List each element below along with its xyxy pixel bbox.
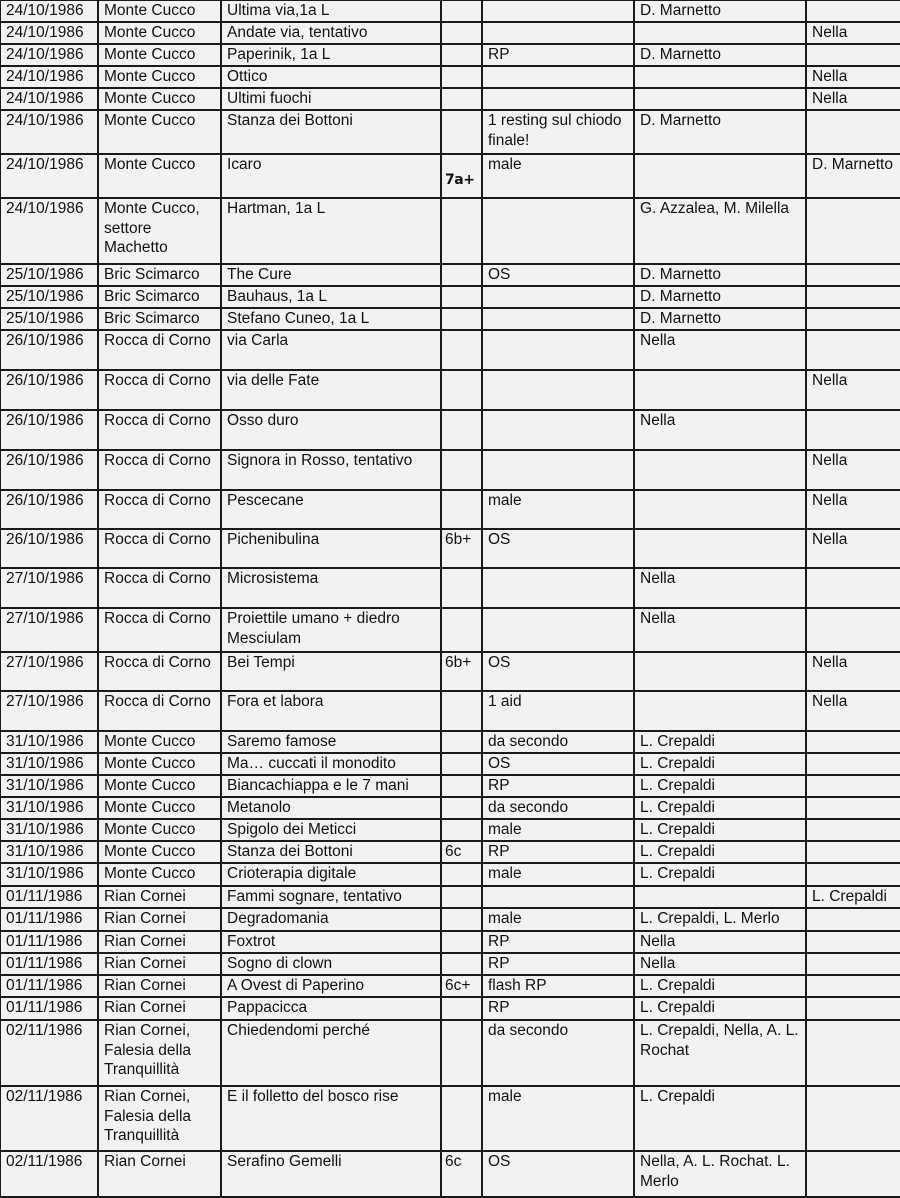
first-ascent-cell: D. Marnetto <box>634 286 806 308</box>
first-ascent-cell: L. Crepaldi <box>634 797 806 819</box>
route-cell: Sogno di clown <box>221 953 441 975</box>
crag-cell: Rocca di Corno <box>98 450 221 490</box>
crag-cell: Rocca di Corno <box>98 568 221 608</box>
repeat-cell <box>806 753 900 775</box>
table-row <box>0 490 900 529</box>
style-cell: RP <box>482 841 634 863</box>
grade-cell <box>441 44 482 66</box>
repeat-cell <box>806 264 900 286</box>
table-row <box>0 66 900 88</box>
first-ascent-cell: L. Crepaldi, L. Merlo <box>634 908 806 931</box>
grade-cell <box>441 410 482 450</box>
date-cell: 27/10/1986 <box>0 652 98 691</box>
grade-cell: 6b+ <box>441 652 482 691</box>
crag-cell: Rocca di Corno <box>98 529 221 568</box>
crag-cell: Rocca di Corno <box>98 410 221 450</box>
repeat-cell <box>806 44 900 66</box>
grade-cell <box>441 286 482 308</box>
route-cell: via Carla <box>221 330 441 370</box>
crag-cell: Rian Cornei <box>98 953 221 975</box>
date-cell: 27/10/1986 <box>0 608 98 652</box>
style-cell: OS <box>482 652 634 691</box>
style-cell <box>482 886 634 908</box>
style-cell: OS <box>482 529 634 568</box>
style-cell <box>482 88 634 110</box>
date-cell: 31/10/1986 <box>0 731 98 753</box>
first-ascent-cell: L. Crepaldi <box>634 975 806 997</box>
route-cell: Proiettile umano + diedro Mesciulam <box>221 608 441 652</box>
date-cell: 02/11/1986 <box>0 1151 98 1197</box>
grade-cell: 6c+ <box>441 975 482 997</box>
repeat-cell <box>806 931 900 953</box>
date-cell: 27/10/1986 <box>0 568 98 608</box>
date-cell: 26/10/1986 <box>0 529 98 568</box>
crag-cell: Monte Cucco <box>98 0 221 22</box>
first-ascent-cell <box>634 370 806 410</box>
route-cell: The Cure <box>221 264 441 286</box>
grade-cell <box>441 608 482 652</box>
table-row <box>0 1020 900 1086</box>
table-row <box>0 841 900 863</box>
first-ascent-cell <box>634 154 806 198</box>
style-cell: 1 resting sul chiodo finale! <box>482 110 634 154</box>
style-cell: RP <box>482 44 634 66</box>
route-cell: Microsistema <box>221 568 441 608</box>
table-row <box>0 1086 900 1151</box>
table-row <box>0 264 900 286</box>
crag-cell: Rocca di Corno <box>98 652 221 691</box>
route-cell: Signora in Rosso, tentativo <box>221 450 441 490</box>
table-row <box>0 953 900 975</box>
first-ascent-cell: L. Crepaldi <box>634 1086 806 1151</box>
table-row <box>0 308 900 330</box>
date-cell: 01/11/1986 <box>0 908 98 931</box>
route-cell: via delle Fate <box>221 370 441 410</box>
crag-cell: Monte Cucco <box>98 753 221 775</box>
repeat-cell: D. Marnetto <box>806 154 900 198</box>
date-cell: 25/10/1986 <box>0 264 98 286</box>
first-ascent-cell: L. Crepaldi <box>634 775 806 797</box>
first-ascent-cell <box>634 66 806 88</box>
grade-cell: 7a+ <box>441 154 482 198</box>
crag-cell: Monte Cucco <box>98 88 221 110</box>
date-cell: 24/10/1986 <box>0 88 98 110</box>
date-cell: 25/10/1986 <box>0 308 98 330</box>
route-cell: Degradomania <box>221 908 441 931</box>
date-cell: 01/11/1986 <box>0 997 98 1020</box>
style-cell: RP <box>482 953 634 975</box>
table-row <box>0 1151 900 1197</box>
style-cell: da secondo <box>482 797 634 819</box>
date-cell: 01/11/1986 <box>0 931 98 953</box>
route-cell: Andate via, tentativo <box>221 22 441 44</box>
route-cell: Crioterapia digitale <box>221 863 441 886</box>
style-cell <box>482 308 634 330</box>
route-cell: Ma… cuccati il monodito <box>221 753 441 775</box>
repeat-cell <box>806 841 900 863</box>
date-cell: 26/10/1986 <box>0 410 98 450</box>
style-cell <box>482 22 634 44</box>
crag-cell: Bric Scimarco <box>98 286 221 308</box>
repeat-cell <box>806 797 900 819</box>
style-cell: OS <box>482 264 634 286</box>
repeat-cell: L. Crepaldi <box>806 886 900 908</box>
table-row <box>0 775 900 797</box>
table-row <box>0 753 900 775</box>
style-cell: flash RP <box>482 975 634 997</box>
crag-cell: Rocca di Corno <box>98 370 221 410</box>
grade-cell <box>441 88 482 110</box>
date-cell: 31/10/1986 <box>0 863 98 886</box>
date-cell: 31/10/1986 <box>0 753 98 775</box>
table-row <box>0 330 900 370</box>
repeat-cell <box>806 775 900 797</box>
route-cell: Spigolo dei Meticci <box>221 819 441 841</box>
date-cell: 24/10/1986 <box>0 44 98 66</box>
route-cell: Ultima via,1a L <box>221 0 441 22</box>
crag-cell: Monte Cucco <box>98 44 221 66</box>
first-ascent-cell: L. Crepaldi <box>634 997 806 1020</box>
route-cell: Saremo famose <box>221 731 441 753</box>
first-ascent-cell: Nella <box>634 410 806 450</box>
style-cell <box>482 330 634 370</box>
table-row <box>0 154 900 198</box>
grade-cell: 6c <box>441 1151 482 1197</box>
route-cell: Pescecane <box>221 490 441 529</box>
route-cell: Chiedendomi perché <box>221 1020 441 1086</box>
repeat-cell <box>806 1151 900 1197</box>
route-cell: E il folletto del bosco rise <box>221 1086 441 1151</box>
first-ascent-cell: L. Crepaldi <box>634 841 806 863</box>
date-cell: 27/10/1986 <box>0 691 98 731</box>
crag-cell: Bric Scimarco <box>98 308 221 330</box>
date-cell: 31/10/1986 <box>0 775 98 797</box>
style-cell <box>482 198 634 264</box>
repeat-cell: Nella <box>806 691 900 731</box>
repeat-cell <box>806 608 900 652</box>
date-cell: 24/10/1986 <box>0 154 98 198</box>
first-ascent-cell: L. Crepaldi <box>634 819 806 841</box>
table-row <box>0 88 900 110</box>
grade-cell <box>441 370 482 410</box>
table-row <box>0 886 900 908</box>
first-ascent-cell <box>634 88 806 110</box>
route-cell: Osso duro <box>221 410 441 450</box>
first-ascent-cell: L. Crepaldi <box>634 753 806 775</box>
grade-cell <box>441 490 482 529</box>
style-cell: male <box>482 819 634 841</box>
date-cell: 25/10/1986 <box>0 286 98 308</box>
crag-cell: Bric Scimarco <box>98 264 221 286</box>
table-row <box>0 797 900 819</box>
table-row <box>0 110 900 154</box>
first-ascent-cell: Nella, A. L. Rochat. L. Merlo <box>634 1151 806 1197</box>
first-ascent-cell: Nella <box>634 953 806 975</box>
grade-cell <box>441 753 482 775</box>
date-cell: 02/11/1986 <box>0 1020 98 1086</box>
table-row <box>0 410 900 450</box>
crag-cell: Monte Cucco <box>98 775 221 797</box>
crag-cell: Monte Cucco <box>98 22 221 44</box>
date-cell: 31/10/1986 <box>0 797 98 819</box>
style-cell <box>482 0 634 22</box>
style-cell <box>482 568 634 608</box>
grade-cell <box>441 22 482 44</box>
route-cell: Stanza dei Bottoni <box>221 841 441 863</box>
crag-cell: Rian Cornei, Falesia della Tranquillità <box>98 1086 221 1151</box>
table-row <box>0 198 900 264</box>
style-cell <box>482 370 634 410</box>
route-cell: Metanolo <box>221 797 441 819</box>
route-cell: Bauhaus, 1a L <box>221 286 441 308</box>
crag-cell: Rian Cornei <box>98 997 221 1020</box>
table-row <box>0 975 900 997</box>
repeat-cell <box>806 330 900 370</box>
style-cell <box>482 410 634 450</box>
repeat-cell: Nella <box>806 490 900 529</box>
crag-cell: Monte Cucco <box>98 797 221 819</box>
date-cell: 01/11/1986 <box>0 886 98 908</box>
repeat-cell <box>806 863 900 886</box>
crag-cell: Monte Cucco <box>98 110 221 154</box>
route-cell: Biancachiappa e le 7 mani <box>221 775 441 797</box>
repeat-cell: Nella <box>806 22 900 44</box>
table-row <box>0 731 900 753</box>
grade-cell <box>441 66 482 88</box>
route-cell: Hartman, 1a L <box>221 198 441 264</box>
grade-cell <box>441 198 482 264</box>
date-cell: 31/10/1986 <box>0 841 98 863</box>
style-cell: da secondo <box>482 1020 634 1086</box>
date-cell: 24/10/1986 <box>0 22 98 44</box>
style-cell <box>482 66 634 88</box>
grade-cell <box>441 450 482 490</box>
table-row <box>0 44 900 66</box>
style-cell <box>482 608 634 652</box>
first-ascent-cell: Nella <box>634 330 806 370</box>
grade-cell <box>441 775 482 797</box>
repeat-cell <box>806 731 900 753</box>
repeat-cell <box>806 308 900 330</box>
crag-cell: Rian Cornei <box>98 886 221 908</box>
crag-cell: Rocca di Corno <box>98 330 221 370</box>
style-cell: OS <box>482 753 634 775</box>
table-row <box>0 691 900 731</box>
style-cell: male <box>482 490 634 529</box>
first-ascent-cell: G. Azzalea, M. Milella <box>634 198 806 264</box>
repeat-cell <box>806 997 900 1020</box>
style-cell: male <box>482 908 634 931</box>
first-ascent-cell <box>634 450 806 490</box>
repeat-cell <box>806 198 900 264</box>
date-cell: 01/11/1986 <box>0 953 98 975</box>
date-cell: 26/10/1986 <box>0 490 98 529</box>
table-row <box>0 370 900 410</box>
first-ascent-cell: D. Marnetto <box>634 0 806 22</box>
repeat-cell: Nella <box>806 450 900 490</box>
table-row <box>0 568 900 608</box>
first-ascent-cell <box>634 490 806 529</box>
table-row <box>0 286 900 308</box>
repeat-cell: Nella <box>806 652 900 691</box>
repeat-cell <box>806 110 900 154</box>
first-ascent-cell: D. Marnetto <box>634 110 806 154</box>
date-cell: 26/10/1986 <box>0 370 98 410</box>
route-cell: Bei Tempi <box>221 652 441 691</box>
route-cell: Fora et labora <box>221 691 441 731</box>
grade-cell: 6c <box>441 841 482 863</box>
date-cell: 02/11/1986 <box>0 1086 98 1151</box>
crag-cell: Rian Cornei <box>98 931 221 953</box>
style-cell: 1 aid <box>482 691 634 731</box>
route-cell: Fammi sognare, tentativo <box>221 886 441 908</box>
route-cell: Stanza dei Bottoni <box>221 110 441 154</box>
repeat-cell: Nella <box>806 66 900 88</box>
first-ascent-cell <box>634 886 806 908</box>
style-cell: male <box>482 1086 634 1151</box>
style-cell: OS <box>482 1151 634 1197</box>
grade-cell <box>441 931 482 953</box>
grade-cell <box>441 731 482 753</box>
crag-cell: Rocca di Corno <box>98 608 221 652</box>
route-cell: Icaro <box>221 154 441 198</box>
date-cell: 26/10/1986 <box>0 450 98 490</box>
first-ascent-cell: L. Crepaldi <box>634 731 806 753</box>
grade-cell <box>441 691 482 731</box>
table-row <box>0 608 900 652</box>
repeat-cell: Nella <box>806 529 900 568</box>
route-cell: Paperinik, 1a L <box>221 44 441 66</box>
first-ascent-cell: L. Crepaldi, Nella, A. L. Rochat <box>634 1020 806 1086</box>
crag-cell: Monte Cucco <box>98 66 221 88</box>
table-row <box>0 22 900 44</box>
crag-cell: Rocca di Corno <box>98 490 221 529</box>
date-cell: 01/11/1986 <box>0 975 98 997</box>
repeat-cell <box>806 1020 900 1086</box>
repeat-cell <box>806 0 900 22</box>
style-cell <box>482 450 634 490</box>
table-row <box>0 863 900 886</box>
date-cell: 24/10/1986 <box>0 66 98 88</box>
grade-cell <box>441 0 482 22</box>
crag-cell: Monte Cucco, settore Machetto <box>98 198 221 264</box>
repeat-cell <box>806 568 900 608</box>
table-row <box>0 997 900 1020</box>
repeat-cell <box>806 1086 900 1151</box>
crag-cell: Rocca di Corno <box>98 691 221 731</box>
style-cell: RP <box>482 997 634 1020</box>
first-ascent-cell: Nella <box>634 931 806 953</box>
route-cell: Ottico <box>221 66 441 88</box>
date-cell: 26/10/1986 <box>0 330 98 370</box>
route-cell: Pichenibulina <box>221 529 441 568</box>
route-cell: Foxtrot <box>221 931 441 953</box>
style-cell: da secondo <box>482 731 634 753</box>
crag-cell: Monte Cucco <box>98 154 221 198</box>
table-row <box>0 931 900 953</box>
grade-cell <box>441 797 482 819</box>
crag-cell: Monte Cucco <box>98 841 221 863</box>
crag-cell: Monte Cucco <box>98 819 221 841</box>
grade-cell <box>441 330 482 370</box>
repeat-cell <box>806 819 900 841</box>
first-ascent-cell: Nella <box>634 608 806 652</box>
grade-cell <box>441 568 482 608</box>
first-ascent-cell <box>634 691 806 731</box>
grade-cell <box>441 819 482 841</box>
style-cell <box>482 286 634 308</box>
first-ascent-cell <box>634 22 806 44</box>
grade-cell <box>441 863 482 886</box>
grade-cell <box>441 953 482 975</box>
grade-cell <box>441 908 482 931</box>
first-ascent-cell: D. Marnetto <box>634 308 806 330</box>
date-cell: 24/10/1986 <box>0 0 98 22</box>
grade-cell <box>441 264 482 286</box>
crag-cell: Rian Cornei, Falesia della Tranquillità <box>98 1020 221 1086</box>
crag-cell: Monte Cucco <box>98 731 221 753</box>
route-cell: Ultimi fuochi <box>221 88 441 110</box>
style-cell: male <box>482 863 634 886</box>
grade-cell <box>441 997 482 1020</box>
grade-cell <box>441 110 482 154</box>
style-cell: RP <box>482 931 634 953</box>
date-cell: 24/10/1986 <box>0 110 98 154</box>
repeat-cell: Nella <box>806 370 900 410</box>
crag-cell: Rian Cornei <box>98 908 221 931</box>
repeat-cell <box>806 410 900 450</box>
route-cell: Stefano Cuneo, 1a L <box>221 308 441 330</box>
style-cell: male <box>482 154 634 198</box>
table-row <box>0 450 900 490</box>
repeat-cell <box>806 908 900 931</box>
date-cell: 24/10/1986 <box>0 198 98 264</box>
route-cell: Serafino Gemelli <box>221 1151 441 1197</box>
style-cell: RP <box>482 775 634 797</box>
first-ascent-cell <box>634 529 806 568</box>
first-ascent-cell <box>634 652 806 691</box>
date-cell: 31/10/1986 <box>0 819 98 841</box>
first-ascent-cell: D. Marnetto <box>634 44 806 66</box>
crag-cell: Monte Cucco <box>98 863 221 886</box>
grade-cell <box>441 308 482 330</box>
repeat-cell <box>806 953 900 975</box>
route-cell: A Ovest di Paperino <box>221 975 441 997</box>
grade-cell <box>441 1086 482 1151</box>
crag-cell: Rian Cornei <box>98 975 221 997</box>
first-ascent-cell: D. Marnetto <box>634 264 806 286</box>
crag-cell: Rian Cornei <box>98 1151 221 1197</box>
repeat-cell <box>806 286 900 308</box>
grade-cell <box>441 886 482 908</box>
table-row <box>0 652 900 691</box>
route-cell: Pappacicca <box>221 997 441 1020</box>
table-row <box>0 529 900 568</box>
first-ascent-cell: Nella <box>634 568 806 608</box>
table-row <box>0 0 900 22</box>
repeat-cell <box>806 975 900 997</box>
grade-cell <box>441 1020 482 1086</box>
first-ascent-cell: L. Crepaldi <box>634 863 806 886</box>
table-row <box>0 908 900 931</box>
repeat-cell: Nella <box>806 88 900 110</box>
table-row <box>0 819 900 841</box>
grade-cell: 6b+ <box>441 529 482 568</box>
